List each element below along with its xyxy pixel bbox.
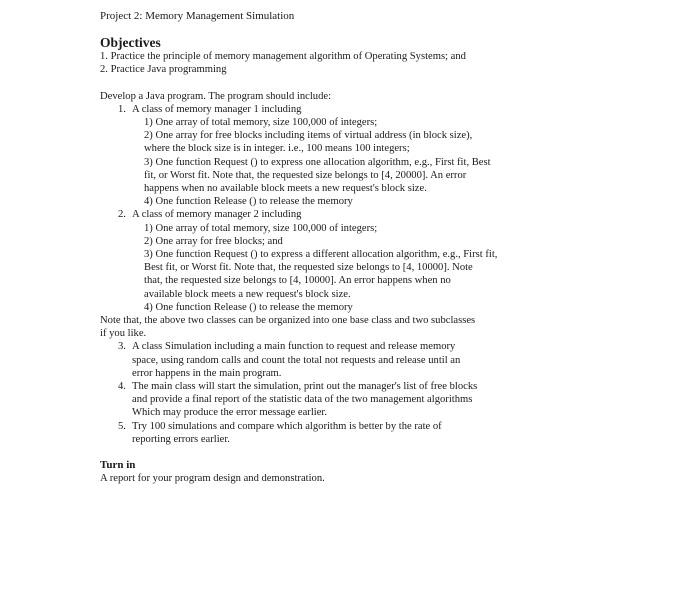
objective-item: 2. Practice Java programming: [100, 64, 227, 76]
requirements-list: [100, 103, 635, 314]
requirement-item: [100, 103, 635, 209]
sub-item: [132, 156, 635, 196]
sub-item: [132, 129, 635, 155]
item-line: Try 100 simulations and compare which algorithm is better by the rate of: [132, 420, 442, 432]
item-line: Which may produce the error message earlier.: [132, 407, 328, 419]
requirement-item: [100, 340, 635, 380]
sub-item: [132, 235, 635, 248]
requirement-item: [100, 420, 635, 446]
turn-in-heading: Turn in: [100, 459, 136, 472]
sub-item-line: 1) One array of total memory, size 100,000 of integers;: [144, 117, 378, 129]
sub-item-line: 3) One function Request () to express one allocation algorithm, e.g., First fit, Best: [144, 156, 491, 168]
objectives-list: [100, 50, 635, 76]
item-line: A class Simulation including a main function to request and release memory: [132, 341, 456, 353]
sub-item-line: Best fit, or Worst fit. Note that, the requested size belongs to [4, 10000]. Note: [144, 262, 473, 274]
item-number: 1.: [118, 103, 126, 115]
item-number: 3.: [118, 341, 126, 353]
sub-item-line: where the block size is in integer. i.e., 100 means 100 integers;: [144, 143, 410, 155]
item-line: reporting errors earlier.: [132, 433, 230, 445]
item-title: A class of memory manager 1 including: [132, 103, 302, 115]
intro-text: Develop a Java program. The program should include:: [100, 90, 332, 102]
sub-item-line: 4) One function Release () to release the memory: [144, 301, 353, 313]
turn-in-text: A report for your program design and demonstration.: [100, 473, 325, 485]
item-line: error happens in the main program.: [132, 367, 282, 379]
objective-item: 1. Practice the principle of memory management algorithm of Operating Systems; and: [100, 51, 466, 63]
sub-item: [132, 301, 635, 314]
document-header: Project 2: Memory Management Simulation: [100, 10, 295, 22]
item-number: 5.: [118, 420, 126, 432]
sub-item-line: 1) One array of total memory, size 100,000 of integers;: [144, 222, 378, 234]
requirements-list-continued: [100, 340, 635, 446]
sub-item-line: 2) One array for free blocks; and: [144, 235, 283, 247]
sub-item-line: 3) One function Request () to express a different allocation algorithm, e.g., First fit,: [144, 249, 498, 261]
sub-item: [132, 248, 635, 301]
item-title: A class of memory manager 2 including: [132, 209, 302, 221]
sub-item-line: 4) One function Release () to release the memory: [144, 196, 353, 208]
sub-item-line: available block meets a new request's block size.: [144, 288, 351, 300]
sub-item: [132, 116, 635, 129]
sub-item-line: 2) One array for free blocks including items of virtual address (in block size),: [144, 130, 473, 142]
note-line: if you like.: [100, 328, 147, 340]
item-line: The main class will start the simulation, print out the manager's list of free blocks: [132, 381, 478, 393]
note-line: Note that, the above two classes can be organized into one base class and two subclasses: [100, 315, 476, 327]
item-line: and provide a final report of the statistic data of the two management algorithms: [132, 394, 473, 406]
requirement-item: [100, 208, 635, 314]
sub-item-line: fit, or Worst fit. Note that, the requested size belongs to [4, 20000]. An error: [144, 169, 467, 181]
sub-item-line: happens when no available block meets a new request's block size.: [144, 183, 427, 195]
sub-item: [132, 222, 635, 235]
item-line: space, using random calls and count the total not requests and release until an: [132, 354, 461, 366]
note-paragraph: [100, 314, 635, 340]
objectives-heading: Objectives: [100, 35, 161, 51]
item-number: 2.: [118, 209, 126, 221]
sub-item-line: that, the requested size belongs to [4, 10000]. An error happens when no: [144, 275, 451, 287]
item-number: 4.: [118, 381, 126, 393]
requirement-item: [100, 380, 635, 420]
sub-item: [132, 195, 635, 208]
